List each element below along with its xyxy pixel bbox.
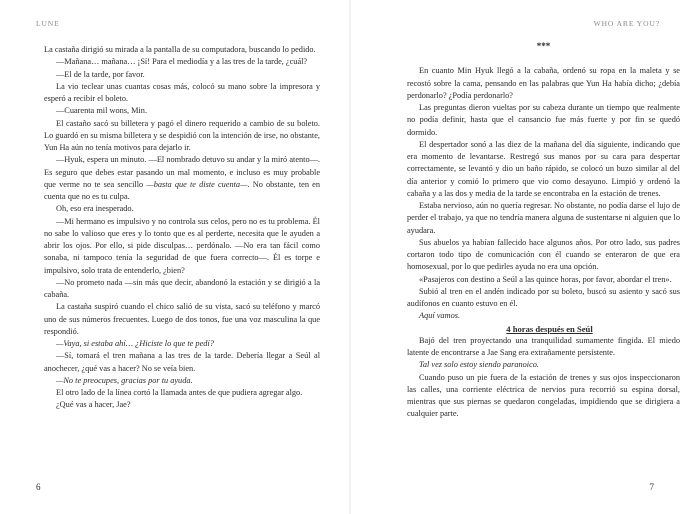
text-run: Bajó del tren proyectando una tranquilidad sumamente fingida. El miedo latente de encontrarse a Jae Sang era extrañamente persistente. [407,335,680,357]
section-heading: 4 horas después en Seúl [506,323,593,334]
text-run: La castaña dirigió su mirada a la pantalla de su computadora, buscando lo pedido. [44,45,316,54]
italic-text: Aquí vamos. [419,311,461,321]
text-run: . No obstante, ten en cuenta que no es tu culpa. [44,179,321,201]
text-run: El otro lado de la línea cortó la llamada antes de que pudiera agregar algo. [56,388,303,397]
text-run: Oh, eso era inesperado. [56,204,134,214]
paragraph [407,359,680,371]
paragraph [44,56,320,68]
text-run: —Cuarenta mil wons, Min. [56,106,148,116]
paragraph [44,387,320,399]
text-run: «Pasajeros con destino a Seúl a las quince horas, por favor, abordar el tren». [419,274,672,284]
text-run: La castaña suspiró cuando el chico salió de su vista, sacó su teléfono y marcó uno de sus números frecuentes. Luego de dos tonos, fue una voz masculina la que respondió. [44,302,320,336]
paragraph [407,286,680,311]
text-run: —Mi hermano es impulsivo y no controla sus celos, pero no es tu problema. Él no sabe lo valioso que eres y lo tonto que es al perderte, necesita que le ayuden a abrir los ojos. Por ello, si pide disculpas… perdónalo. —No era tan fácil como sonaba, ni tampoco tenía la seguridad de que fuera correcto—. Él es torpe e impulsivo, solo trata de entenderlo, ¿bien? [44,216,320,275]
paragraph [407,200,680,237]
text-run: Estaba nervioso, aún no quería regresar. No obstante, no podía darse el lujo de perder el trabajo, ya que no tendría manera alguna de sustentarse ni alguien que lo ayudara. [407,201,680,235]
right-page-body [407,40,680,421]
paragraph [407,372,680,421]
text-run: Cuando puso un pie fuera de la estación de trenes y sus ojos inspeccionaron las calles, una corriente eléctrica de nervios pura recorrió su espina dorsal, mientras que sus piernas se quedaron congeladas, impidiendo que se dirigiera a cualquier parte. [407,372,680,419]
paragraph [407,335,680,360]
text-run: En cuanto Min Hyuk llegó a la cabaña, ordenó su ropa en la maleta y se recostó sobre la cama, pensando en las palabras que Yun Ha había dicho; ¿debía perdonarlo? ¿Podía perdonarlo? [407,66,680,100]
running-head-left: LUNE [36,19,60,28]
paragraph [44,216,320,277]
section-separator: *** [536,41,551,51]
text-run: ¿Qué vas a hacer, Jae? [56,400,131,410]
running-head-right: WHO ARE YOU? [593,19,660,28]
paragraph [44,118,320,155]
text-run: El despertador sonó a las diez de la mañana del día siguiente, indicando que era momento de levantarse. Restregó sus manos por su cara para despertar correctamente, se levantó y dio un baño rápido, se colocó un buzo similar al del día anterior y comió lo primero que vio como desayuno. Limpió y ordenó la cabaña y a las dos y media de la tarde se encontraba en la estación de trenes. [407,139,680,198]
paragraph [44,44,320,56]
page-number-right: 7 [649,482,654,492]
text-run: La vio teclear unas cuantas cosas más, colocó su mano sobre la impresora y esperó a recibir el boleto. [44,81,320,103]
paragraph [44,399,320,411]
paragraph [44,338,320,350]
paragraph [407,274,680,286]
text-run: —Hyuk, espera un minuto. —El nombrado detuvo su andar y la miró atento—. Es seguro que debes estar pasando un mal momento, e incluso es muy probable que verme no te sea sencillo [44,155,320,189]
paragraph [407,237,680,274]
paragraph [44,375,320,387]
text-run: —Sí, tomará el tren mañana a las tres de la tarde. Debería llegar a Seúl al anochecer, ¿qué vas a hacer? No se veía bien. [44,351,320,373]
paragraph [44,154,320,203]
paragraph [44,81,320,106]
text-run: —El de la tarde, por favor. [56,69,145,79]
paragraph [44,350,320,375]
italic-text: —basta que te diste cuenta— [146,179,248,189]
right-body-after-heading [407,335,680,421]
italic-text: Tal vez solo estoy siendo paranoico. [419,360,539,370]
paragraph [44,69,320,81]
italic-text: —Vaya, si estaba ahí… ¿Hiciste lo que te pedí? [56,339,214,348]
text-run: Sus abuelos ya habían fallecido hace algunos años. Por otro lado, sus padres cortaron todo tipo de comunicación con él cuando se enteraron de que era homosexual, por lo que pedirles ayuda no era una opción. [407,237,680,272]
paragraph [407,102,680,139]
paragraph [44,277,320,302]
page-number-left: 6 [36,482,41,492]
paragraph [44,105,320,117]
text-run: El castaño sacó su billetera y pagó el dinero requerido a cambio de su boleto. Lo guardó en su misma billetera y se despidió con la intención de irse, no obstante, Yun Ha aún no tenía motivos para dejarlo ir. [44,118,320,152]
right-body-before-heading [407,65,680,322]
right-page [350,0,700,514]
text-run: Las preguntas dieron vueltas por su cabeza durante un tiempo que realmente no podía definir, hasta que el cansancio fue más fuerte y por fin se quedó dormido. [407,103,680,137]
italic-text: —No te preocupes, gracias por tu ayuda. [56,375,193,385]
text-run: —No prometo nada —sin más que decir, abandonó la estación y se dirigió a la cabaña. [44,277,320,299]
paragraph [44,301,320,338]
paragraph [407,139,680,200]
paragraph [407,65,680,102]
left-page-body [44,44,320,412]
text-run: Subió al tren en el andén indicado por su boleto, buscó su asiento y sacó sus audífonos en cuanto estuvo en él. [407,286,680,308]
text-run: —Mañana… mañana… ¡Sí! Para el mediodía y a las tres de la tarde, ¿cuál? [56,57,308,67]
paragraph [407,310,680,322]
paragraph [44,203,320,215]
